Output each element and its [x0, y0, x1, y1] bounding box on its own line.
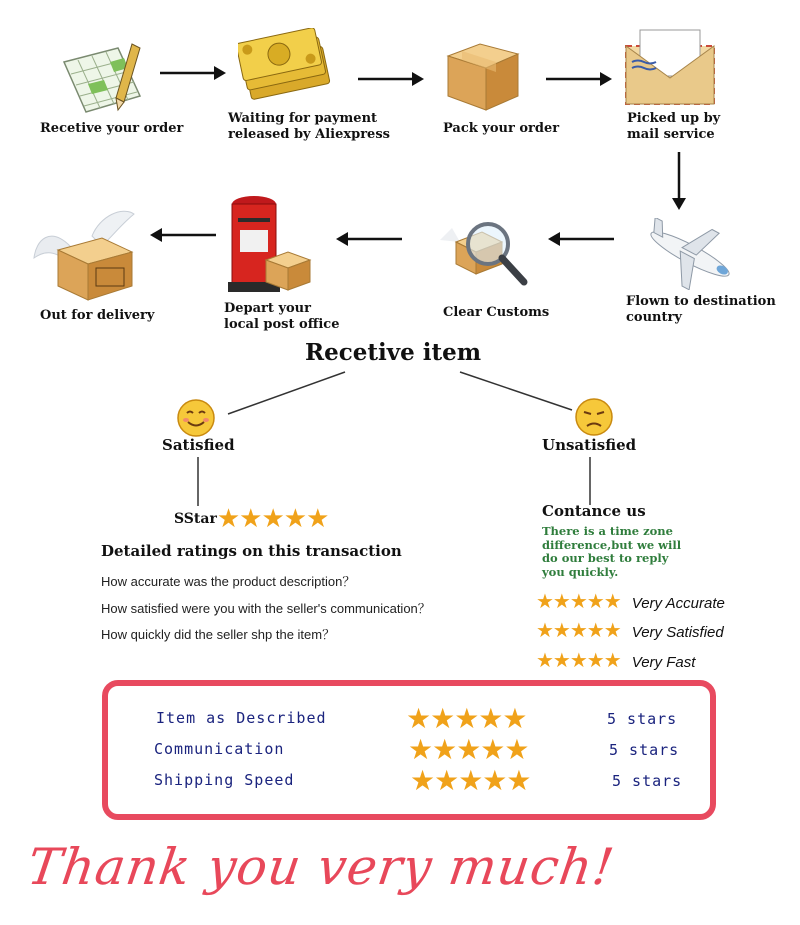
arrow-left-icon: [546, 230, 616, 248]
unsatisfied-label: Unsatisfied: [542, 436, 637, 454]
money-bills-icon: [238, 28, 334, 108]
step-label-pack-order: Pack your order: [443, 121, 560, 136]
step-label-depart-post-office: Depart your local post office: [224, 301, 340, 332]
summary-value-communication: 5 stars: [609, 741, 680, 759]
spreadsheet-pencil-icon: [58, 40, 148, 118]
summary-label-communication: Communication: [154, 740, 285, 758]
step-label-picked-up: Picked up by mail service: [627, 111, 721, 142]
receive-item-title: Recetive item: [305, 339, 482, 366]
question-communication: How satisfied were you with the seller's communication？: [101, 601, 431, 616]
rating-stars: ★★★★★: [536, 589, 621, 613]
summary-value-shipping: 5 stars: [612, 772, 683, 790]
arrow-left-icon: [148, 226, 218, 244]
rating-row-accurate: [536, 589, 725, 613]
question-shipping: How quickly did the seller shp the item？: [101, 627, 336, 642]
rating-stars: ★★★★★: [536, 618, 621, 642]
sstar-row: [174, 504, 328, 534]
smiling-face-icon: [176, 398, 216, 438]
rating-row-fast: [536, 648, 695, 672]
summary-stars-item: ★★★★★: [406, 702, 527, 735]
step-label-flown: Flown to destination country: [626, 294, 776, 325]
arrow-right-icon: [544, 70, 614, 88]
summary-stars-communication: ★★★★★: [408, 733, 529, 766]
cardboard-box-icon: [444, 38, 522, 114]
question-accuracy: How accurate was the product description？: [101, 574, 356, 589]
envelope-icon: [624, 26, 716, 106]
airplane-icon: [640, 218, 740, 290]
step-label-waiting-payment: Waiting for payment released by Aliexpress: [228, 111, 390, 142]
winged-box-icon: [30, 206, 142, 302]
summary-label-shipping: Shipping Speed: [154, 771, 295, 789]
rating-stars: ★★★★★: [536, 648, 621, 672]
detailed-ratings-heading: Detailed ratings on this transaction: [101, 542, 402, 560]
arrow-right-icon: [356, 70, 426, 88]
step-label-clear-customs: Clear Customs: [443, 305, 550, 320]
satisfied-label: Satisfied: [162, 436, 235, 454]
arrow-left-icon: [334, 230, 404, 248]
magnifier-box-icon: [438, 212, 534, 292]
arrow-down-icon: [670, 150, 688, 212]
summary-value-item: 5 stars: [607, 710, 678, 728]
contact-us-heading: Contance us: [542, 502, 646, 520]
rating-row-satisfied: [536, 618, 724, 642]
unamused-face-icon: [574, 397, 614, 437]
rating-text: Very Fast: [631, 654, 696, 671]
summary-stars-shipping: ★★★★★: [410, 764, 531, 797]
postbox-icon: [226, 194, 312, 296]
rating-text: Very Satisfied: [631, 624, 724, 641]
summary-label-item: Item as Described: [156, 709, 327, 727]
thank-you-text: Thank you very much!: [23, 838, 619, 896]
sstar-label: SStar: [174, 511, 217, 527]
step-label-receive-order: Recetive your order: [40, 121, 184, 136]
arrow-right-icon: [158, 64, 228, 82]
contact-note: There is a time zone difference,but we will do our best to reply you quickly.: [542, 524, 682, 579]
rating-text: Very Accurate: [631, 595, 725, 612]
sstar-stars: ★★★★★: [216, 504, 329, 534]
step-label-out-for-delivery: Out for delivery: [40, 308, 155, 323]
